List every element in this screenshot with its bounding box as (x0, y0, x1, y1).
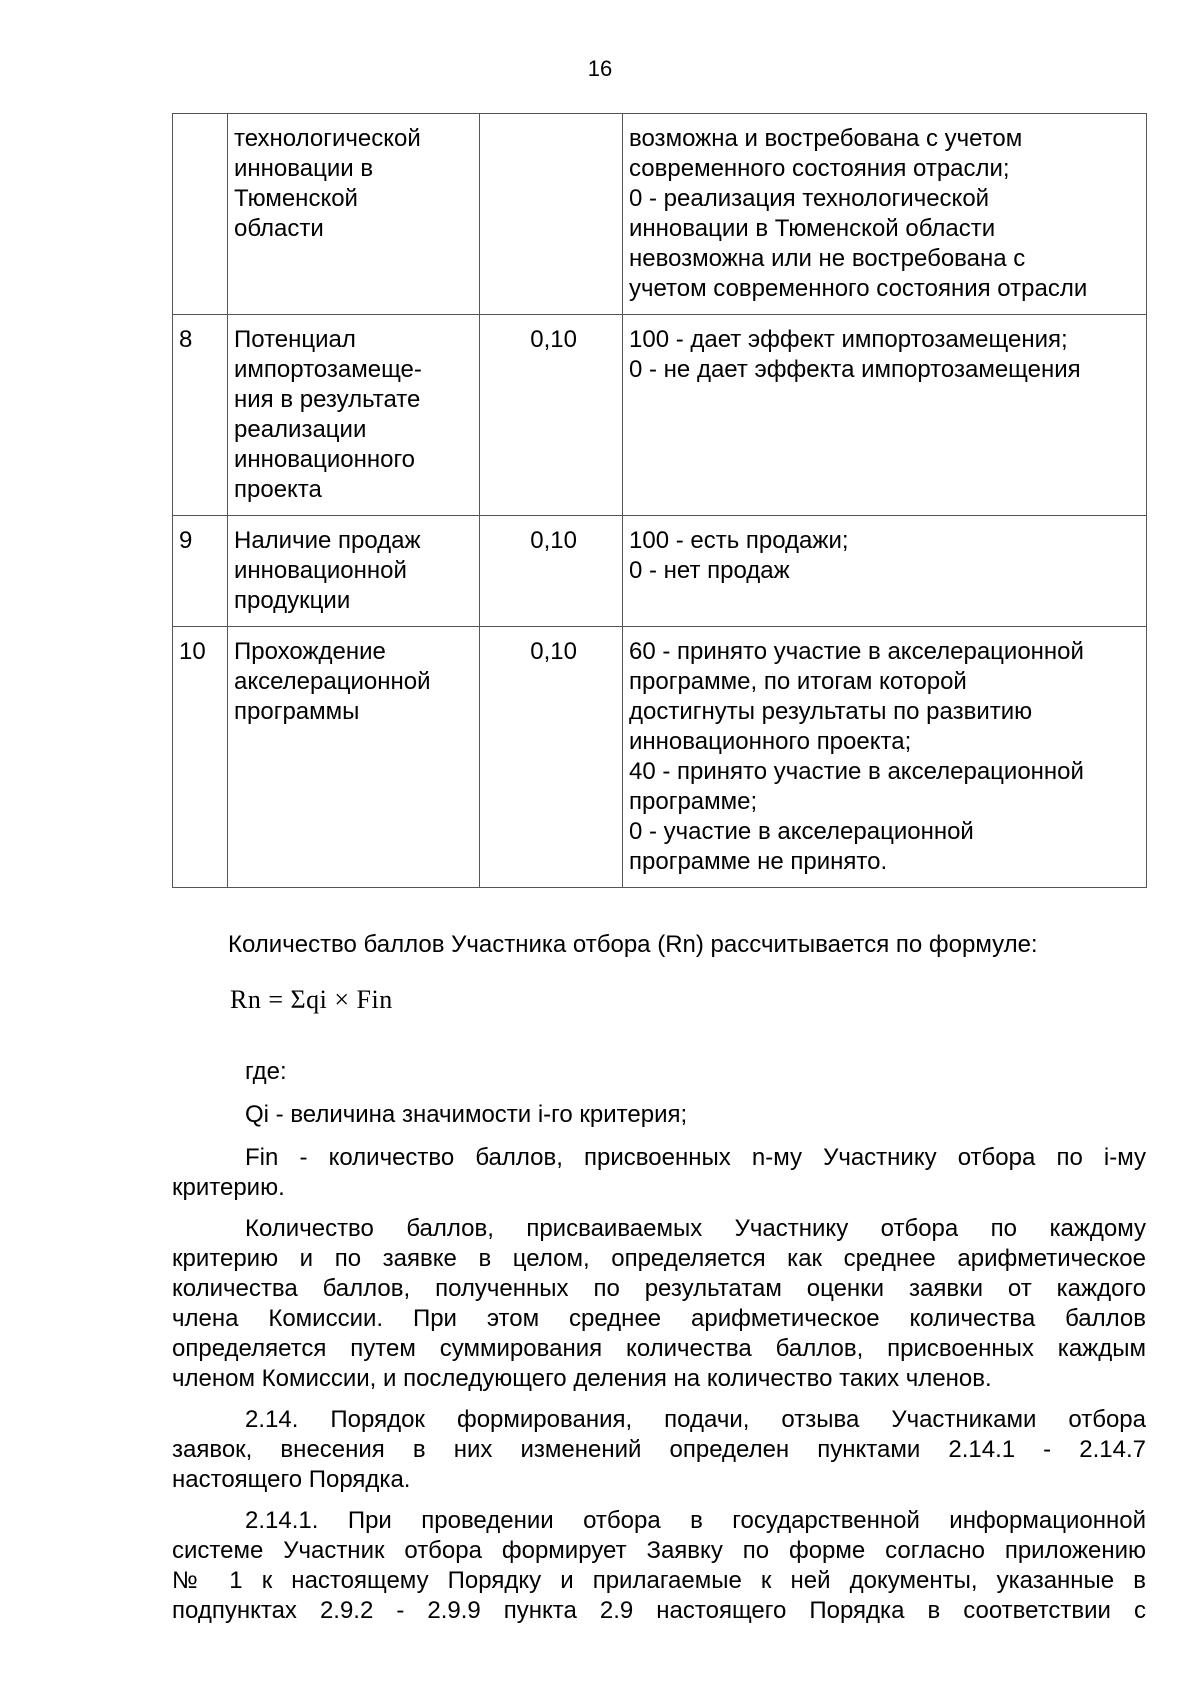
criterion-scoring-line: 0 - участие в акселерационной (629, 818, 974, 845)
criterion-scoring-line: достигнуты результаты по развитию (629, 698, 1033, 725)
paragraph-2-14-1 (172, 1506, 1146, 1626)
criteria-table (172, 113, 1147, 888)
fin-definition-line-1: Fin - количество баллов, присвоенных n-му Участнику отбора по i-му (245, 1144, 1146, 1171)
criterion-scoring-line: программе; (629, 788, 758, 815)
paragraph-2-14 (172, 1405, 1146, 1495)
criterion-number: 8 (173, 315, 228, 516)
criterion-scoring (623, 516, 1147, 627)
criterion-scoring (623, 114, 1147, 315)
criterion-scoring-line: 0 - нет продаж (629, 557, 790, 584)
criterion-scoring-line: 100 - есть продажи; (629, 527, 849, 554)
criterion-name-line: инновационного (234, 446, 416, 473)
criterion-name-line: продукции (234, 587, 351, 614)
paragraph-line: членом Комиссии, и последующего деления на количество таких членов. (172, 1365, 992, 1392)
criterion-scoring (623, 315, 1147, 516)
criterion-name-line: акселерационной (234, 668, 431, 695)
criterion-name (228, 315, 480, 516)
criterion-scoring-line: инновации в Тюменской области (629, 215, 996, 242)
paragraph-line: настоящего Порядка. (172, 1466, 411, 1493)
criterion-name-line: инновации в (234, 155, 374, 182)
paragraph-line: определяется путем суммирования количества баллов, присвоенных каждым (172, 1335, 1146, 1362)
criterion-scoring-line: невозможна или не востребована с (629, 245, 1026, 272)
criterion-name-line: Наличие продаж (234, 527, 421, 554)
criterion-number: 9 (173, 516, 228, 627)
criterion-name-line: ния в результате (234, 386, 421, 413)
criterion-name-line: Прохождение (234, 638, 386, 665)
criteria-row (173, 315, 1147, 516)
criterion-weight (480, 114, 623, 315)
paragraph-line: 2.14.1. При проведении отбора в государственной информационной (245, 1507, 1146, 1534)
fin-definition-line-2: критерию. (172, 1174, 285, 1201)
formula-intro: Количество баллов Участника отбора (Rn) рассчитывается по формуле: (228, 931, 1038, 958)
criterion-scoring-line: 40 - принято участие в акселерационной (629, 758, 1084, 785)
paragraph-line: критерию и по заявке в целом, определяется как среднее арифметическое (172, 1245, 1146, 1272)
criterion-name-line: реализации (234, 416, 367, 443)
paragraph-scoring (172, 1214, 1146, 1394)
criterion-name (228, 114, 480, 315)
criterion-name-line: области (234, 215, 324, 242)
criterion-name-line: инновационной (234, 557, 407, 584)
criteria-row (173, 516, 1147, 627)
criterion-scoring-line: 60 - принято участие в акселерационной (629, 638, 1084, 665)
criterion-scoring-line: учетом современного состояния отрасли (629, 275, 1088, 302)
criterion-name-line: Тюменской (234, 185, 358, 212)
qi-definition: Qi - величина значимости i-го критерия; (245, 1101, 688, 1128)
criterion-number (173, 114, 228, 315)
criterion-name-line: проекта (234, 476, 322, 503)
criterion-name (228, 627, 480, 888)
paragraph-line: Количество баллов, присваиваемых Участнику отбора по каждому (245, 1215, 1146, 1242)
paragraph-line: № 1 к настоящему Порядку и прилагаемые к ней документы, указанные в (172, 1567, 1146, 1594)
criterion-scoring-line: современного состояния отрасли; (629, 155, 1010, 182)
criterion-scoring-line: 0 - реализация технологической (629, 185, 990, 212)
criterion-scoring-line: 100 - дает эффект импортозамещения; (629, 326, 1068, 353)
criterion-scoring-line: программе не принято. (629, 848, 888, 875)
formula: Rn = Σqi × Fin (230, 985, 393, 1014)
paragraph-line: 2.14. Порядок формирования, подачи, отзыва Участниками отбора (245, 1406, 1146, 1433)
paragraph-line: подпунктах 2.9.2 - 2.9.9 пункта 2.9 настоящего Порядка в соответствии с (172, 1597, 1146, 1624)
criterion-scoring-line: возможна и востребована с учетом (629, 125, 1023, 152)
criterion-scoring-line: 0 - не дает эффекта импортозамещения (629, 356, 1081, 383)
criterion-weight: 0,10 (480, 627, 623, 888)
criterion-name-line: импортозамеще- (234, 356, 422, 383)
paragraph-line: количества баллов, полученных по результатам оценки заявки от каждого (172, 1275, 1146, 1302)
page-number: 16 (587, 56, 613, 81)
paragraph-line: системе Участник отбора формирует Заявку по форме согласно приложению (172, 1537, 1146, 1564)
criterion-name-line: программы (234, 698, 360, 725)
fin-definition (172, 1143, 1146, 1203)
criterion-name (228, 516, 480, 627)
criterion-scoring-line: программе, по итогам которой (629, 668, 967, 695)
criterion-name-line: Потенциал (234, 326, 356, 353)
paragraph-line: члена Комиссии. При этом среднее арифметическое количества баллов (172, 1305, 1146, 1332)
criteria-row (173, 114, 1147, 315)
criterion-scoring (623, 627, 1147, 888)
criterion-weight: 0,10 (480, 315, 623, 516)
criteria-row (173, 627, 1147, 888)
criterion-weight: 0,10 (480, 516, 623, 627)
criterion-name-line: технологической (234, 125, 421, 152)
criterion-scoring-line: инновационного проекта; (629, 728, 912, 755)
criterion-number: 10 (173, 627, 228, 888)
paragraph-line: заявок, внесения в них изменений определен пунктами 2.14.1 - 2.14.7 (172, 1436, 1146, 1463)
where-label: где: (245, 1058, 287, 1085)
